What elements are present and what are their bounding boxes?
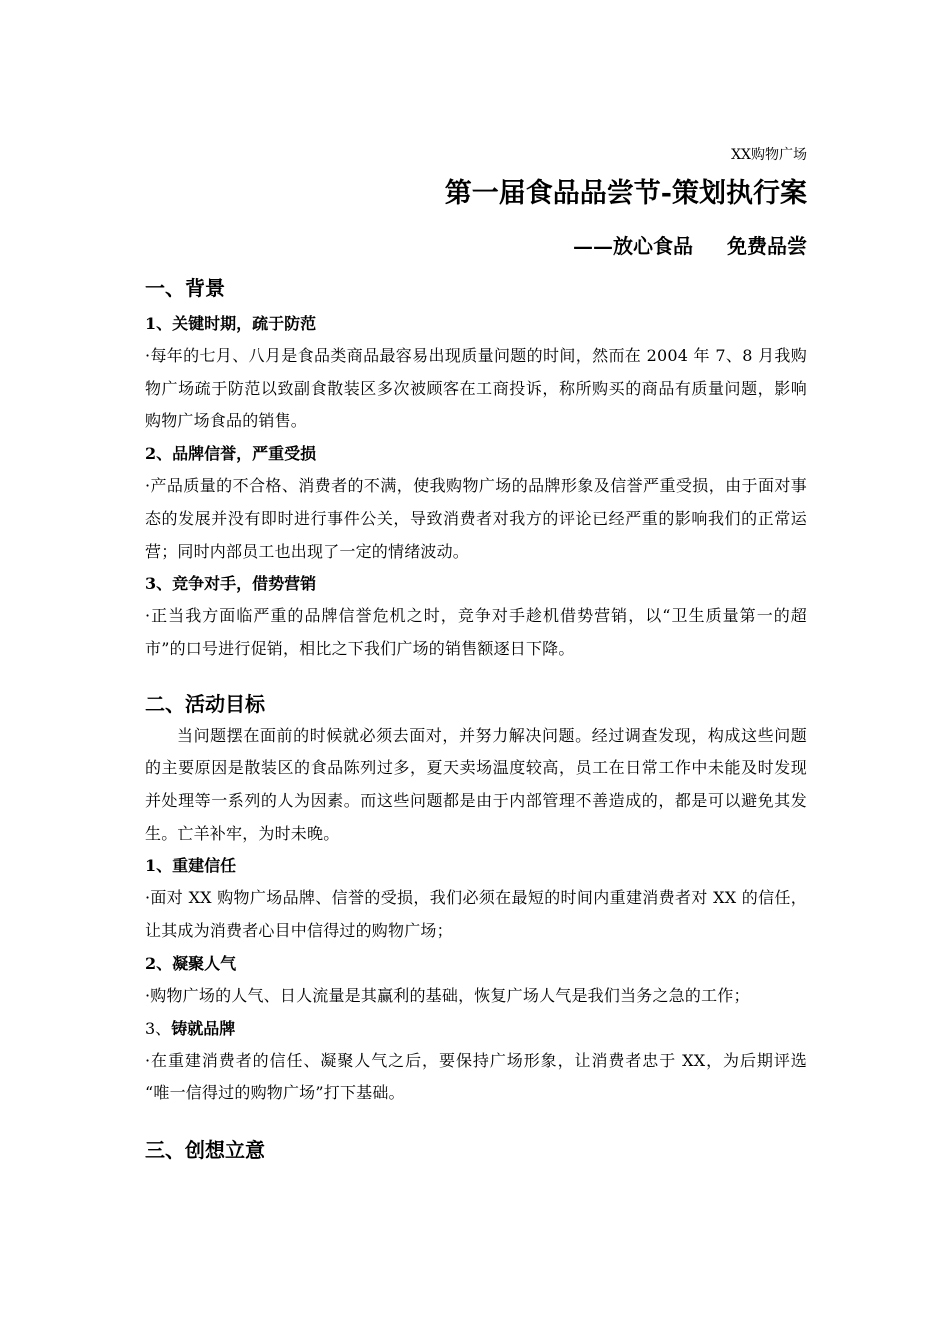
- subheading-rebuild-trust: 1、重建信任: [145, 856, 237, 876]
- section-heading-background: 一、背景: [145, 276, 225, 300]
- paragraph-goals-intro: 当问题摆在面前的时候就必须去面对，并努力解决问题。经过调查发现，构成这些问题的主要原因是散装区的食品陈列过多，夏天卖场温度较高，员工在日常工作中未能及时发现并处理等一系列的人为因素。而这些问题都是由于内部管理不善造成的，都是可以避免其发生。亡羊补牢，为时未晚。: [145, 725, 807, 843]
- subtitle-left: ——放心食品: [573, 234, 693, 258]
- subheading-competitor: 3、竞争对手，借势营销: [145, 574, 317, 594]
- document-subtitle: [573, 231, 807, 261]
- subheading-build-brand-number: 3、: [145, 1018, 172, 1038]
- subtitle-right: 免费品尝: [727, 234, 807, 258]
- paragraph-competitor: ·正当我方面临严重的品牌信誉危机之时，竞争对手趁机借势营销，以“卫生质量第一的超市”的口号进行促销，相比之下我们广场的销售额逐日下降。: [145, 606, 807, 658]
- subheading-brand-reputation: 2、品牌信誉，严重受损: [145, 444, 317, 464]
- subheading-build-brand: [145, 1013, 807, 1045]
- subheading-critical-period: 1、关键时期，疏于防范: [145, 314, 317, 333]
- organization-name: XX购物广场: [731, 147, 807, 163]
- paragraph-critical-period: ·每年的七月、八月是食品类商品最容易出现质量问题的时间，然而在 2004 年 7、8 月我购物广场疏于防范以致副食散装区多次被顾客在工商投诉，称所购买的商品有质量问题，影响购物广场食品的销售。: [145, 346, 807, 431]
- document-body: [145, 272, 807, 1166]
- section-heading-idea: 三、创想立意: [145, 1137, 265, 1162]
- subheading-build-brand-label: 铸就品牌: [171, 1018, 236, 1038]
- paragraph-rebuild-trust: ·面对 XX 购物广场品牌、信誉的受损，我们必须在最短的时间内重建消费者对 XX 的信任，让其成为消费者心目中信得过的购物广场；: [145, 888, 807, 941]
- paragraph-build-brand: ·在重建消费者的信任、凝聚人气之后，要保持广场形象，让消费者忠于 XX，为后期评选 “唯一信得过的购物广场”打下基础。: [145, 1050, 807, 1103]
- subheading-gather-popularity: 2、凝聚人气: [145, 953, 237, 973]
- paragraph-brand-reputation: ·产品质量的不合格、消费者的不满，使我购物广场的品牌形象及信誉严重受损，由于面对事态的发展并没有即时进行事件公关，导致消费者对我方的评论已经严重的影响我们的正常运营；同时内部员工也出现了一定的情绪波动。: [145, 476, 807, 561]
- document-title: 第一届食品品尝节-策划执行案: [444, 178, 807, 209]
- paragraph-gather-popularity: ·购物广场的人气、日人流量是其赢利的基础，恢复广场人气是我们当务之急的工作；: [145, 985, 750, 1005]
- section-heading-goals: 二、活动目标: [145, 691, 265, 716]
